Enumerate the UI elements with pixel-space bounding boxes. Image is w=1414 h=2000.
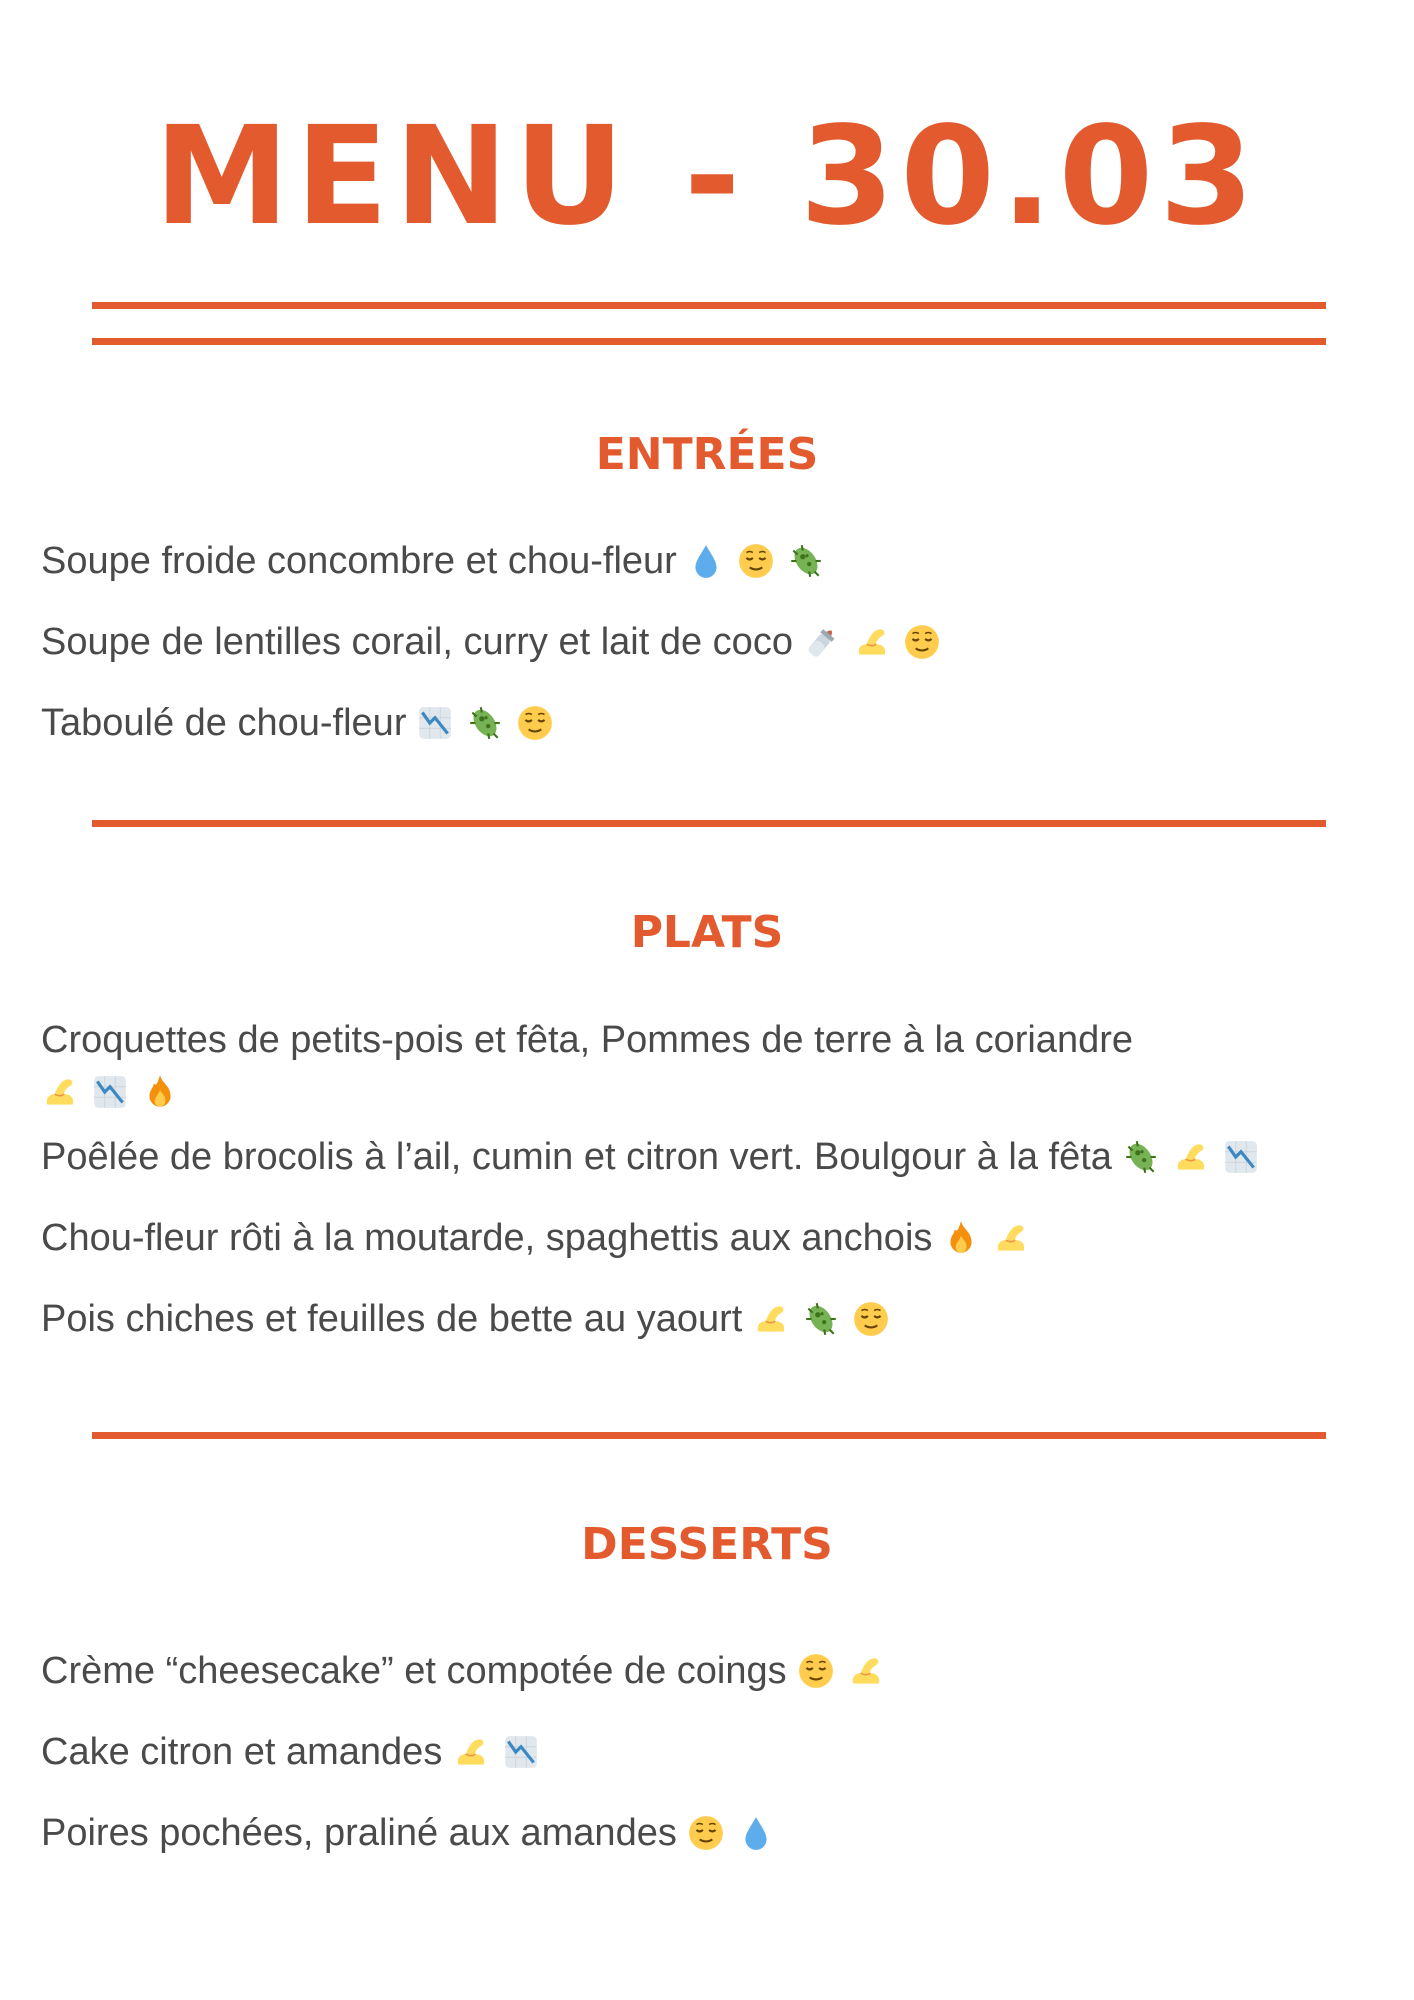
menu-item: Crème “cheesecake” et compotée de coings bbox=[41, 1648, 1391, 1694]
chart-decreasing-icon bbox=[91, 1073, 129, 1111]
relieved-face-icon bbox=[903, 623, 941, 661]
chart-decreasing-icon bbox=[502, 1733, 540, 1771]
menu-item: Poêlée de brocolis à l’ail, cumin et citron vert. Boulgour à la fêta bbox=[41, 1134, 1391, 1180]
flexed-biceps-icon bbox=[847, 1652, 885, 1690]
menu-title: MENU - 30.03 bbox=[154, 98, 1260, 256]
item-icons bbox=[752, 1296, 902, 1342]
chart-decreasing-icon bbox=[1222, 1138, 1260, 1176]
item-icons bbox=[687, 538, 837, 584]
menu-item: Poires pochées, praliné aux amandes bbox=[41, 1810, 1391, 1856]
menu-item: Soupe froide concombre et chou-fleur bbox=[41, 538, 1391, 584]
relieved-face-icon bbox=[737, 542, 775, 580]
title-divider-top bbox=[92, 302, 1326, 309]
fire-icon bbox=[942, 1219, 980, 1257]
flexed-biceps-icon bbox=[992, 1219, 1030, 1257]
section-title-plats: PLATS bbox=[630, 907, 784, 958]
entrees-list bbox=[41, 538, 1391, 746]
flexed-biceps-icon bbox=[1172, 1138, 1210, 1176]
fire-icon bbox=[141, 1073, 179, 1111]
menu-item: Cake citron et amandes bbox=[41, 1729, 1391, 1775]
menu-item: Taboulé de chou-fleur bbox=[41, 700, 1391, 746]
item-icons bbox=[452, 1729, 552, 1775]
item-icons bbox=[803, 619, 953, 665]
section-divider-2 bbox=[92, 1432, 1326, 1439]
flexed-biceps-icon bbox=[752, 1300, 790, 1338]
menu-item: Pois chiches et feuilles de bette au yaourt bbox=[41, 1296, 1391, 1342]
chart-decreasing-icon bbox=[416, 704, 454, 742]
section-title-entrees: ENTRÉES bbox=[595, 429, 819, 480]
relieved-face-icon bbox=[516, 704, 554, 742]
flexed-biceps-icon bbox=[853, 623, 891, 661]
item-icons bbox=[1122, 1134, 1272, 1180]
baby-bottle-icon bbox=[803, 623, 841, 661]
item-icons bbox=[41, 1066, 191, 1118]
item-icons bbox=[416, 700, 566, 746]
section-divider-1 bbox=[92, 820, 1326, 827]
microbe-icon bbox=[787, 542, 825, 580]
flexed-biceps-icon bbox=[452, 1733, 490, 1771]
microbe-icon bbox=[802, 1300, 840, 1338]
menu-item: Croquettes de petits-pois et fêta, Pommes de terre à la coriandre bbox=[41, 1014, 1391, 1114]
item-icons bbox=[942, 1215, 1042, 1261]
menu-item: Soupe de lentilles corail, curry et lait de coco bbox=[41, 619, 1391, 665]
item-icons bbox=[687, 1810, 787, 1856]
microbe-icon bbox=[466, 704, 504, 742]
droplet-icon bbox=[737, 1814, 775, 1852]
relieved-face-icon bbox=[687, 1814, 725, 1852]
relieved-face-icon bbox=[852, 1300, 890, 1338]
item-icons bbox=[797, 1648, 897, 1694]
title-divider-bottom bbox=[92, 338, 1326, 345]
microbe-icon bbox=[1122, 1138, 1160, 1176]
desserts-list bbox=[41, 1648, 1391, 1856]
section-title-desserts: DESSERTS bbox=[581, 1519, 833, 1570]
plats-list bbox=[41, 1014, 1391, 1342]
menu-item: Chou-fleur rôti à la moutarde, spaghettis aux anchois bbox=[41, 1215, 1391, 1261]
droplet-icon bbox=[687, 542, 725, 580]
flexed-biceps-icon bbox=[41, 1073, 79, 1111]
relieved-face-icon bbox=[797, 1652, 835, 1690]
